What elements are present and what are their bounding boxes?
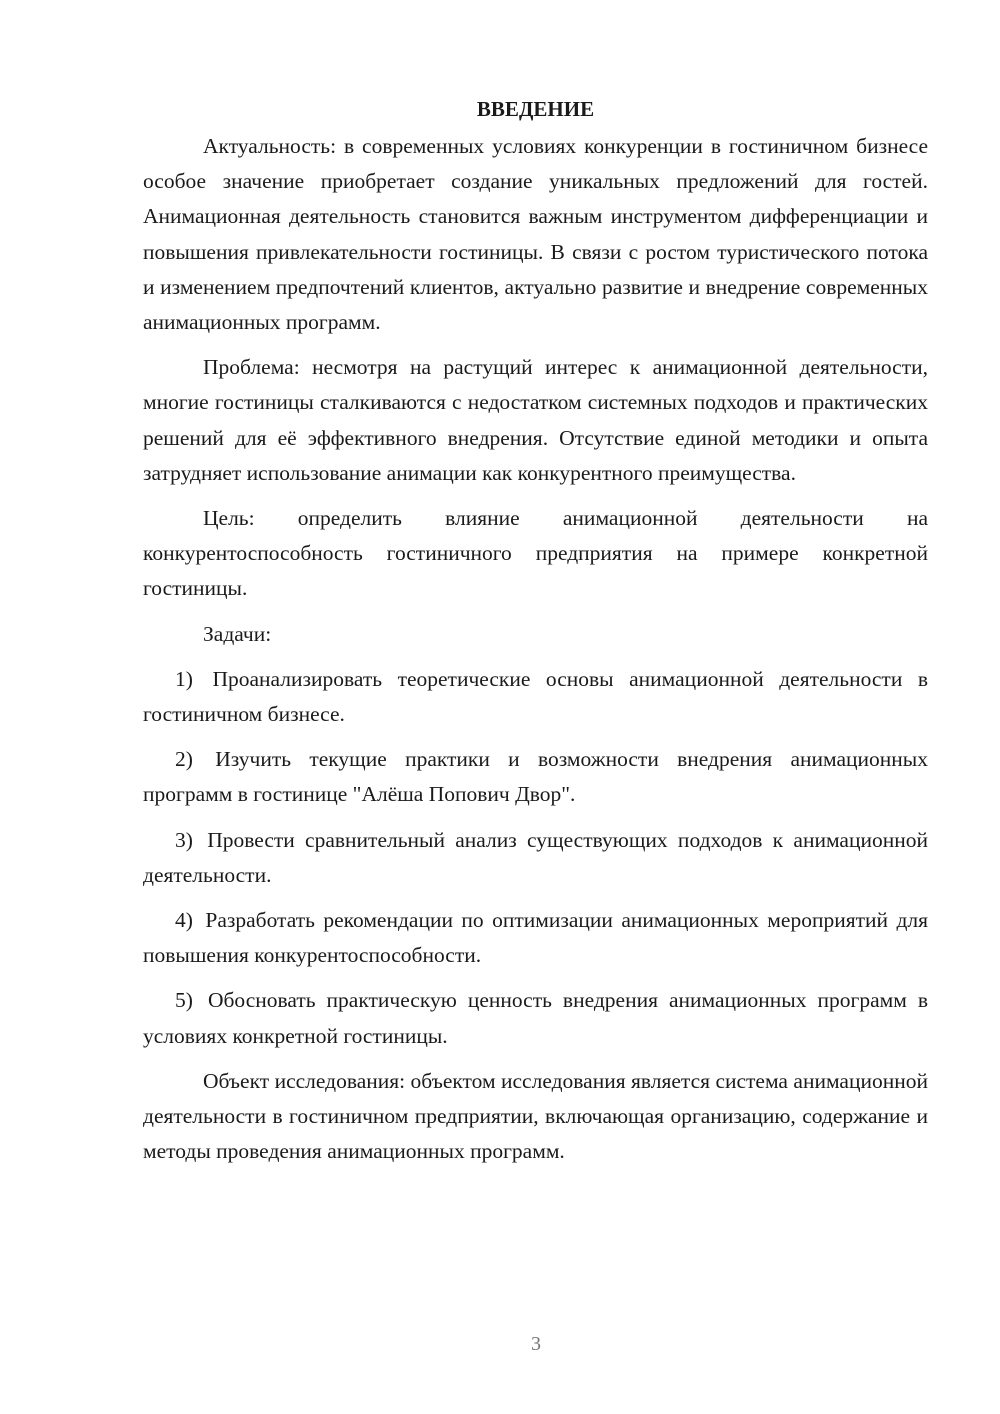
page-number: 3	[531, 1333, 541, 1355]
problem-paragraph: Проблема: несмотря на растущий интерес к анимационной деятельности, многие гостиницы сталкиваются с недостатком системных подходов и практических решений для её эффективного внедрения. Отсутствие единой методики и опыта затрудняет использование анимации как конкурентного преимущества.	[143, 355, 928, 485]
document-page	[143, 92, 928, 1179]
task-number: 4)	[175, 908, 193, 933]
task-item	[143, 662, 928, 732]
tasks-heading: Задачи:	[203, 621, 272, 646]
task-item	[143, 903, 928, 973]
goal-paragraph: Цель: определить влияние анимационной деятельности на конкурентоспособность гостиничного предприятия на примере конкретной гостиницы.	[143, 506, 928, 601]
task-text: Разработать рекомендации по оптимизации анимационных мероприятий для повышения конкурентоспособности.	[143, 908, 929, 968]
task-text: Изучить текущие практики и возможности внедрения анимационных программ в гостинице "Алёша Попович Двор".	[143, 747, 928, 807]
section-heading: ВВЕДЕНИЕ	[476, 97, 595, 121]
task-number: 2)	[175, 747, 193, 772]
task-number: 1)	[175, 666, 193, 691]
task-item	[143, 983, 928, 1053]
task-number: 3)	[175, 827, 193, 852]
object-paragraph: Объект исследования: объектом исследования является система анимационной деятельности в гостиничном предприятии, включающая организацию, содержание и методы проведения анимационных программ.	[143, 1068, 928, 1164]
relevance-paragraph: Актуальность: в современных условиях конкуренции в гостиничном бизнесе особое значение приобретает создание уникальных предложений для гостей. Анимационная деятельность становится важным инструментом дифференциации и повышения привлекательности гостиницы. В связи с ростом туристического потока и изменением предпочтений клиентов, актуально развитие и внедрение современных анимационных программ.	[143, 134, 928, 335]
task-text: Проанализировать теоретические основы анимационной деятельности в гостиничном бизнесе.	[143, 666, 928, 727]
task-text: Обосновать практическую ценность внедрения анимационных программ в условиях конкретной гостиницы.	[143, 988, 929, 1048]
task-item	[143, 742, 928, 812]
task-text: Провести сравнительный анализ существующих подходов к анимационной деятельности.	[143, 827, 928, 887]
task-number: 5)	[175, 988, 193, 1013]
task-item	[143, 823, 928, 893]
